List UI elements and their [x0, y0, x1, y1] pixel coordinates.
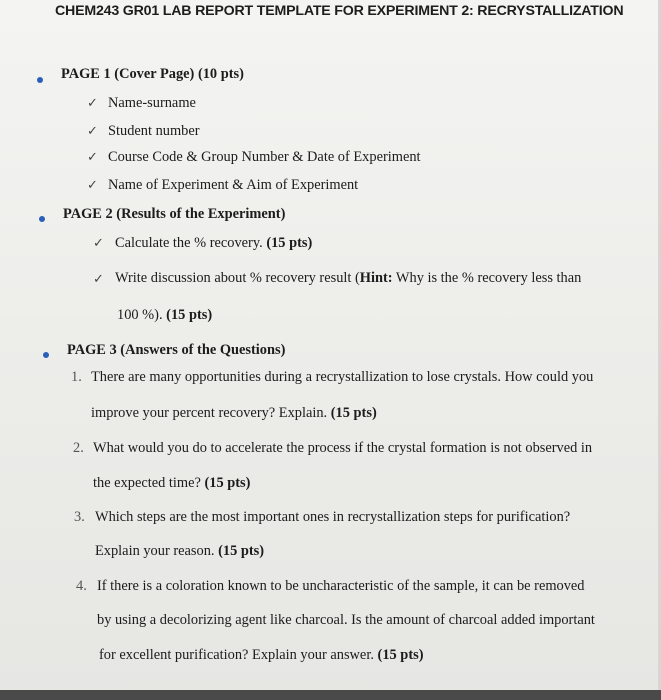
- check-mark-icon: ✓: [93, 236, 104, 251]
- page1-heading: PAGE 1 (Cover Page) (10 pts): [61, 66, 244, 82]
- hint-label: Hint:: [359, 270, 393, 286]
- question-2-line2-text: the expected time?: [93, 475, 201, 491]
- check-mark-icon: ✓: [87, 178, 98, 193]
- bullet-dot-icon: [37, 77, 43, 83]
- bullet-dot-icon: [39, 216, 45, 222]
- page2-item-recovery-text: Calculate the % recovery.: [115, 235, 263, 251]
- check-mark-icon: ✓: [87, 150, 98, 165]
- bullet-dot-icon: [43, 352, 49, 358]
- pts-label: (15 pts): [204, 475, 251, 491]
- question-4-line1: If there is a coloration known to be uncharacteristic of the sample, it can be removed: [97, 578, 585, 594]
- discussion-line2-text: 100 %).: [117, 307, 163, 323]
- question-3-line2-text: Explain your reason.: [95, 543, 215, 559]
- pts-label: (15 pts): [218, 543, 265, 559]
- page2-heading: PAGE 2 (Results of the Experiment): [63, 206, 286, 222]
- pts-label: (15 pts): [330, 405, 377, 421]
- page1-item-name: Name-surname: [108, 95, 196, 111]
- question-number: 4.: [76, 578, 87, 594]
- page1-item-experiment: Name of Experiment & Aim of Experiment: [108, 177, 359, 193]
- page2-item-discussion: [115, 270, 581, 287]
- document-title: CHEM243 GR01 LAB REPORT TEMPLATE FOR EXPERIMENT 2: RECRYSTALLIZATION: [55, 3, 624, 19]
- question-3-line2: [95, 543, 264, 560]
- question-2-line2: [93, 475, 250, 492]
- question-number: 1.: [71, 369, 82, 385]
- pts-label: (15 pts): [166, 307, 213, 323]
- question-2-line1: What would you do to accelerate the process if the crystal formation is not observed in: [93, 440, 593, 456]
- page3-heading: PAGE 3 (Answers of the Questions): [67, 342, 286, 358]
- question-4-line2: by using a decolorizing agent like charcoal. Is the amount of charcoal added important: [97, 612, 595, 628]
- bottom-bar: [0, 690, 661, 700]
- question-4-line3: [99, 647, 424, 664]
- question-number: 3.: [74, 509, 85, 525]
- pts-label: (15 pts): [377, 647, 424, 663]
- check-mark-icon: ✓: [87, 124, 98, 139]
- check-mark-icon: ✓: [93, 272, 104, 287]
- pts-label: (15 pts): [266, 235, 313, 251]
- question-3-line1: Which steps are the most important ones in recrystallization steps for purification?: [95, 509, 571, 525]
- discussion-text-b: Why is the % recovery less than: [392, 270, 582, 286]
- page2-item-recovery: [115, 235, 312, 252]
- page1-item-course: Course Code & Group Number & Date of Experiment: [108, 149, 421, 165]
- question-1-line1: There are many opportunities during a recrystallization to lose crystals. How could you: [91, 369, 594, 385]
- page1-item-student-number: Student number: [108, 123, 200, 139]
- check-mark-icon: ✓: [87, 96, 98, 111]
- question-number: 2.: [73, 440, 84, 456]
- question-1-line2-text: improve your percent recovery? Explain.: [91, 405, 328, 421]
- question-4-line3-text: for excellent purification? Explain your answer.: [99, 647, 374, 663]
- page2-item-discussion-line2: [117, 307, 212, 324]
- discussion-text-a: Write discussion about % recovery result (: [115, 270, 360, 286]
- question-1-line2: [91, 405, 377, 422]
